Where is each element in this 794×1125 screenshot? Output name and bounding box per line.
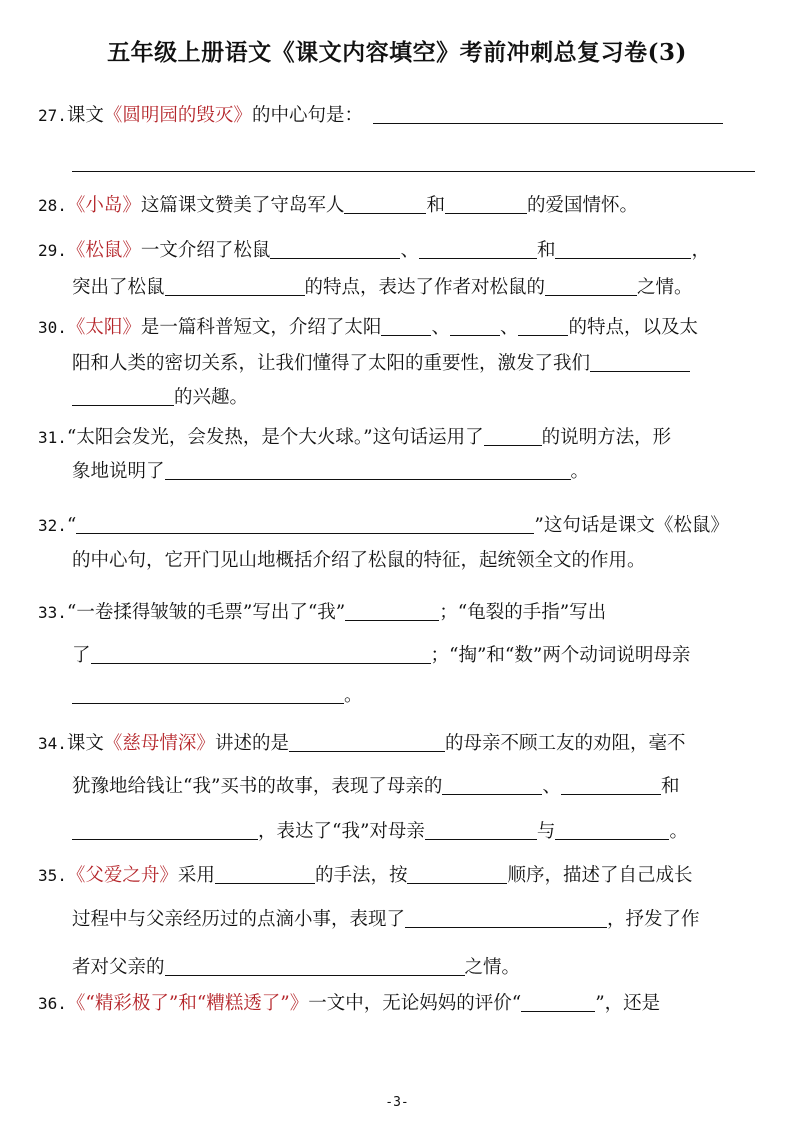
question-31 [38,426,671,450]
text: 、 [499,317,519,338]
text: 讲述的是 [214,733,289,754]
text: 之情。 [464,957,521,978]
text: 象地说明了 [72,461,165,482]
text: 了 [72,645,91,666]
text: 过程中与父亲经历过的点滴小事，表现了 [72,909,406,930]
question-number: 35. [38,866,67,885]
answer-blank[interactable] [215,865,315,884]
question-30-line-3 [72,386,248,410]
answer-blank[interactable] [545,277,637,296]
book-title: 《“精彩极了”和“糟糕透了”》 [66,993,309,1014]
answer-blank[interactable] [450,317,500,336]
text: “一卷揉得皱皱的毛票”写出了“我” [66,602,346,623]
text: 。 [570,461,590,482]
answer-blank[interactable] [289,733,445,752]
question-number: 27. [38,106,67,125]
answer-blank[interactable] [165,957,465,976]
question-29 [38,239,710,263]
answer-blank[interactable] [445,195,527,214]
text: 一文介绍了松鼠 [140,240,271,261]
text: ；“掏”和“数”两个动词说明母亲 [430,645,691,666]
text: 。 [344,685,363,706]
question-number: 34. [38,734,67,753]
text: 课文 [66,105,104,126]
text: 和 [536,240,556,261]
text: ”这句话是课文《松鼠》 [534,515,729,536]
question-number: 33. [38,603,67,622]
text: ， [691,240,710,261]
question-35-line-3 [72,956,520,980]
page-title: 五年级上册语文《课文内容填空》考前冲刺总复习卷(3) [107,39,687,66]
question-34-line-3 [72,820,688,844]
answer-blank[interactable] [72,171,755,172]
book-title: 《松鼠》 [66,240,141,261]
answer-blank[interactable] [405,909,607,928]
text: ，抒发了作 [607,909,700,930]
question-28 [38,194,638,218]
question-31-line-2 [72,460,589,484]
text: 的爱国情怀。 [526,195,638,216]
text: 。 [669,821,688,842]
text: 采用 [177,865,215,886]
question-number: 36. [38,994,67,1013]
book-title: 《慈母情深》 [103,733,215,754]
question-number: 30. [38,318,67,337]
answer-blank[interactable] [555,240,691,259]
answer-blank[interactable] [425,821,537,840]
answer-blank[interactable] [165,461,571,480]
answer-blank[interactable] [561,776,661,795]
question-33-line-3 [72,684,363,708]
question-27 [38,104,723,128]
text: 与 [536,821,556,842]
text: 这篇课文赞美了守岛军人 [140,195,345,216]
answer-blank[interactable] [72,387,174,406]
text: ；“龟裂的手指”写出 [439,602,607,623]
question-33-line-2 [72,644,690,668]
answer-blank[interactable] [344,195,426,214]
answer-blank[interactable] [270,240,400,259]
question-33 [38,601,606,625]
text: 一文中，无论妈妈的评价“ [308,993,522,1014]
answer-blank[interactable] [91,645,431,664]
text: 、 [542,776,561,797]
question-34 [38,732,685,756]
answer-blank[interactable] [373,105,723,124]
text: 顺序，描述了自己成长 [507,865,693,886]
text: 的说明方法，形 [541,427,672,448]
text: 的特点，以及太 [568,317,698,338]
text: 阳和人类的密切关系，让我们懂得了太阳的重要性，激发了我们 [72,353,591,374]
answer-blank[interactable] [407,865,507,884]
page-number: -3- [385,1095,409,1110]
question-29-line-2 [72,276,693,300]
text: ，表达了“我”对母亲 [258,821,425,842]
question-32-line-2 [72,549,646,573]
question-number: 29. [38,241,67,260]
text: ”，还是 [595,993,661,1014]
book-title: 《父爱之舟》 [66,865,178,886]
text: 是一篇科普短文，介绍了太阳 [140,317,382,338]
answer-blank[interactable] [521,993,595,1012]
text: “ [66,515,77,536]
answer-blank[interactable] [72,685,344,704]
text: 的兴趣。 [174,387,249,408]
text: 和 [660,776,680,797]
answer-blank[interactable] [518,317,568,336]
text: 的母亲不顾工友的劝阻，毫不 [444,733,686,754]
text: 之情。 [637,277,693,298]
answer-blank[interactable] [442,776,542,795]
answer-blank[interactable] [590,353,690,372]
question-number: 31. [38,428,67,447]
answer-blank[interactable] [76,515,534,534]
text: 犹豫地给钱让“我”买书的故事，表现了母亲的 [72,776,443,797]
question-number: 28. [38,196,67,215]
text: 的中心句是： [251,105,363,126]
answer-blank[interactable] [381,317,431,336]
text: “太阳会发光，会发热，是个大火球。”这句话运用了 [66,427,484,448]
text: 的手法，按 [314,865,408,886]
text: 和 [426,195,445,216]
question-32 [38,514,729,538]
question-35 [38,864,692,888]
text: 的中心句，它开门见山地概括介绍了松鼠的特征，起统领全文的作用。 [72,550,646,571]
book-title: 《太阳》 [66,317,141,338]
question-number: 32. [38,516,67,535]
text: 的特点，表达了作者对松鼠的 [304,277,546,298]
question-30-line-2 [72,352,690,376]
answer-blank[interactable] [555,821,669,840]
answer-blank[interactable] [484,427,542,446]
answer-blank[interactable] [345,602,439,621]
text: 、 [400,240,419,261]
question-34-line-2 [72,775,679,799]
text: 、 [431,317,450,338]
answer-blank[interactable] [165,277,305,296]
question-35-line-2 [72,908,700,932]
text: 课文 [66,733,104,754]
text: 突出了松鼠 [72,277,165,298]
answer-blank[interactable] [419,240,537,259]
question-36 [38,992,660,1016]
book-title: 《圆明园的毁灭》 [103,105,252,126]
book-title: 《小岛》 [66,195,141,216]
answer-blank[interactable] [72,821,258,840]
text: 者对父亲的 [72,957,165,978]
question-30 [38,316,698,340]
